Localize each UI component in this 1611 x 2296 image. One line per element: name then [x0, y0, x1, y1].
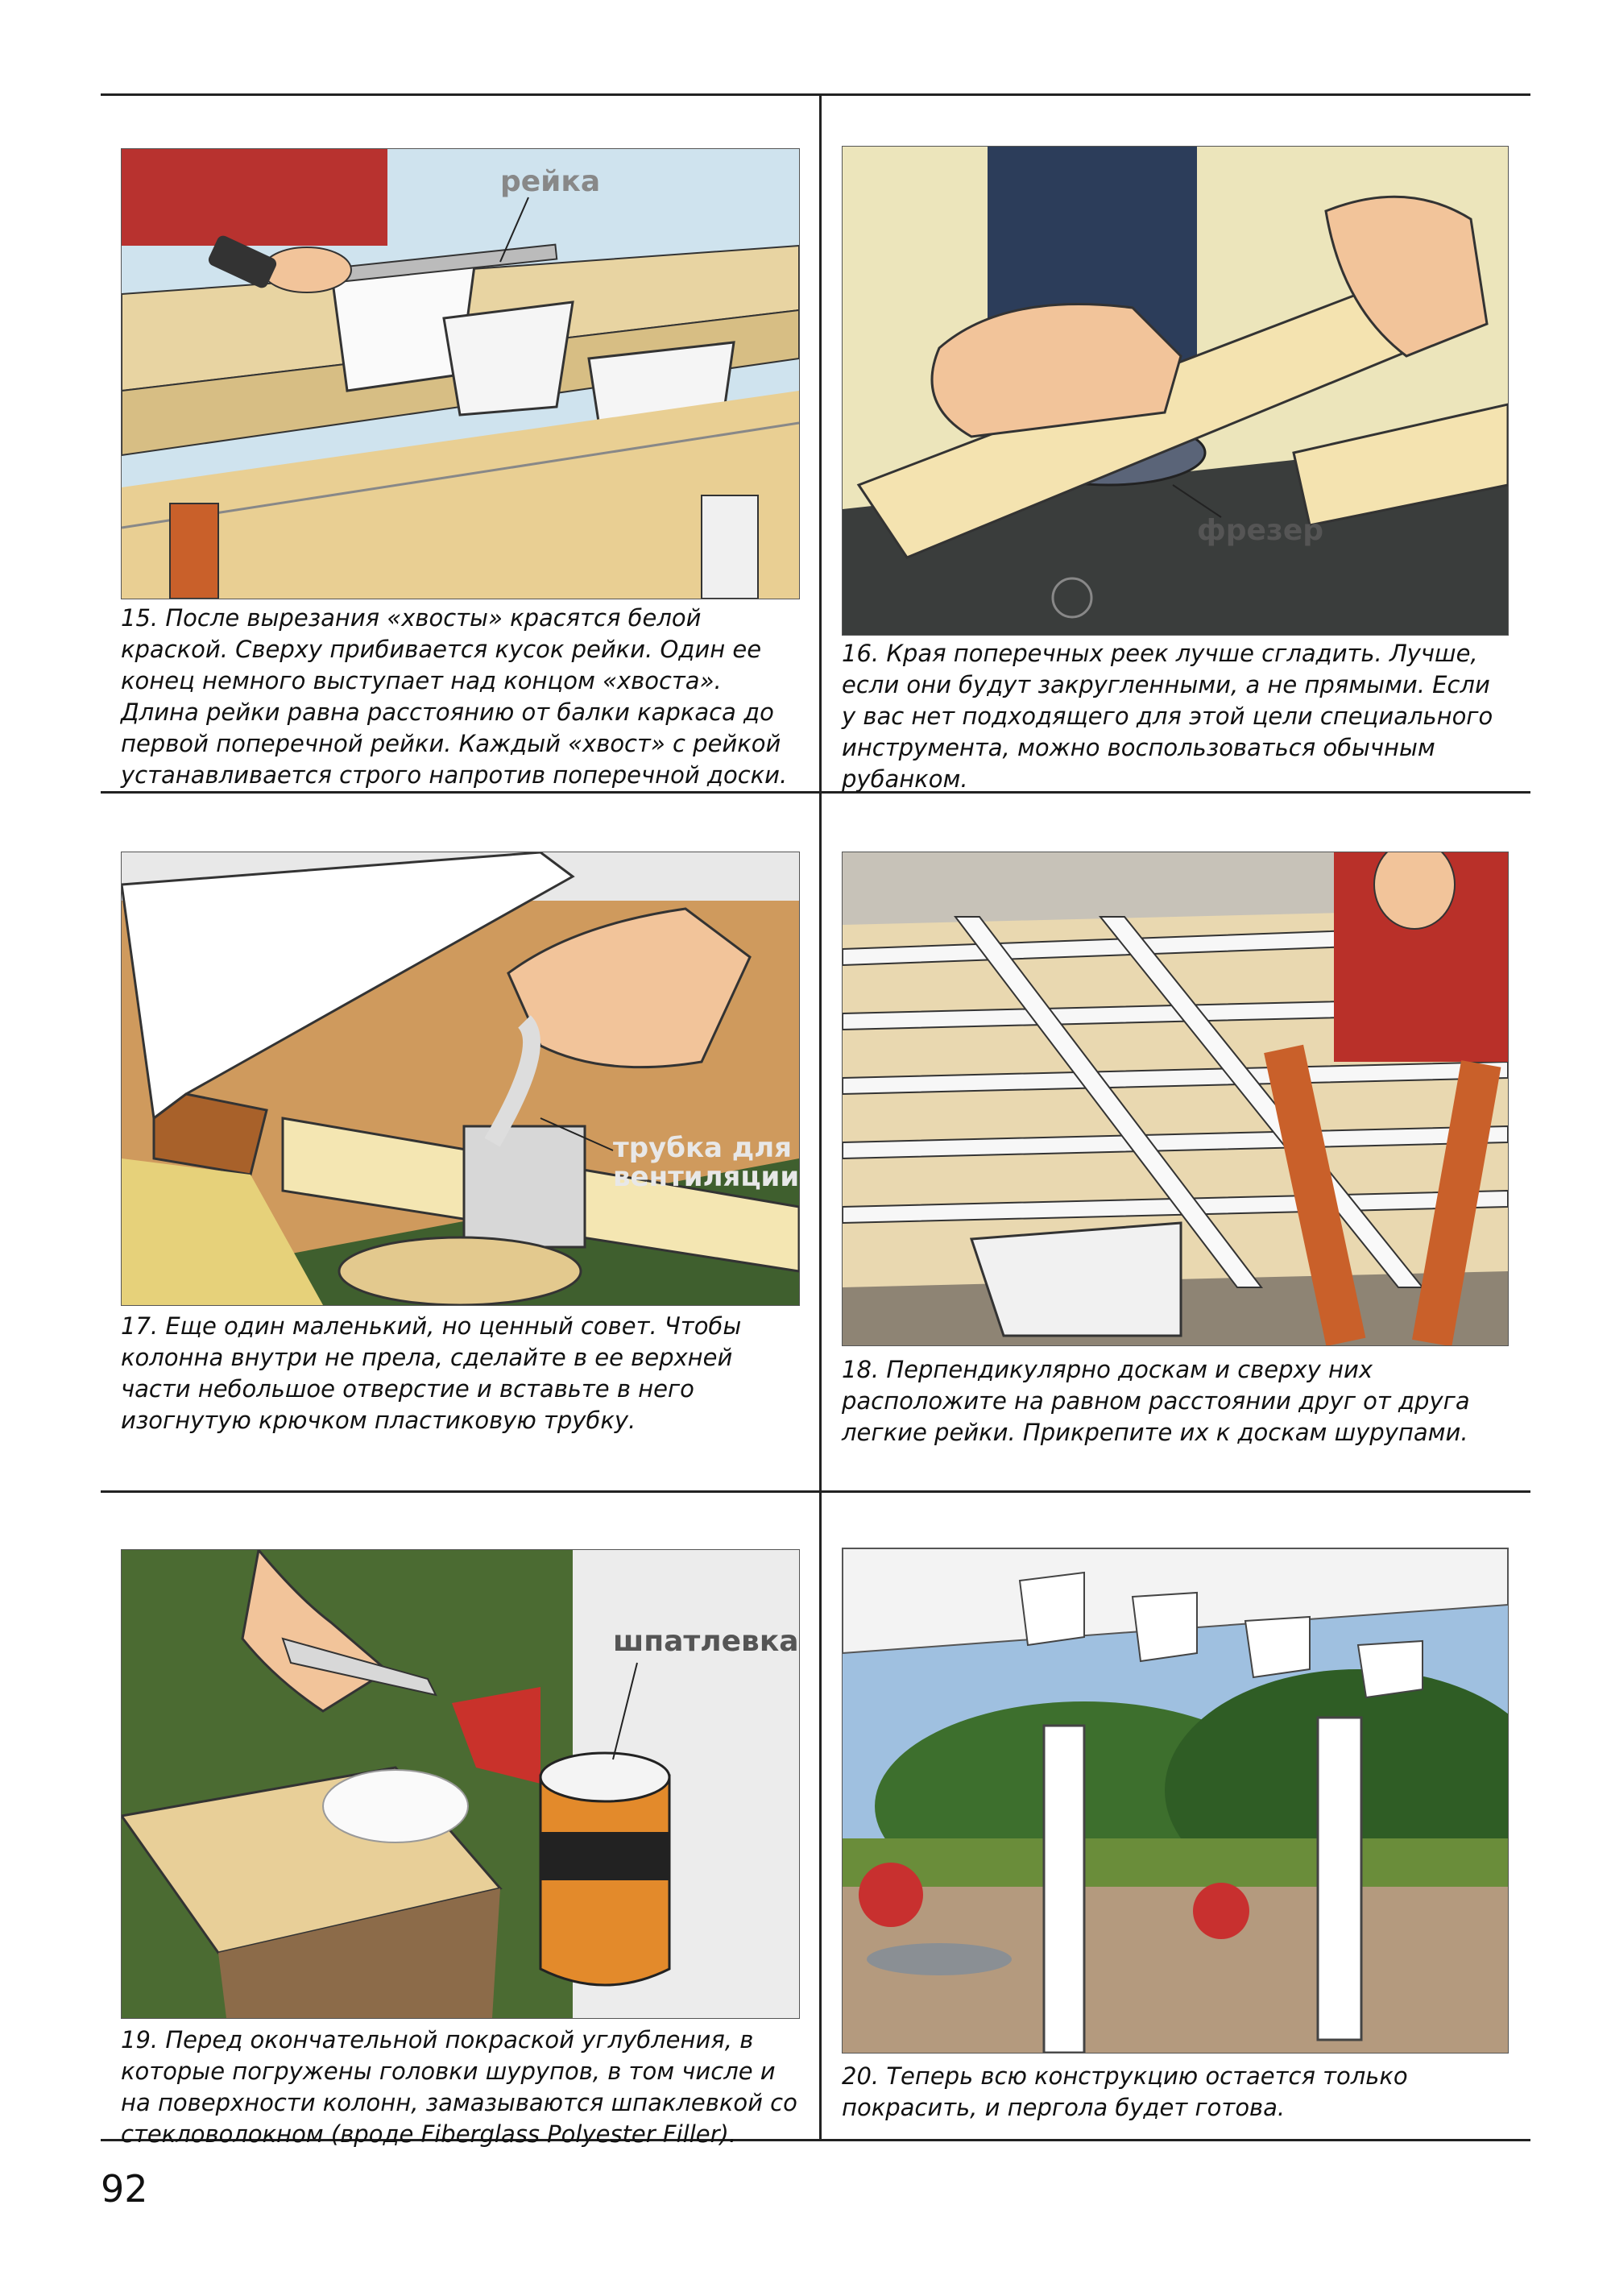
illustration-grid — [101, 93, 1530, 2148]
label-17-line1: трубка для — [613, 1132, 792, 1164]
caption-18: 18. Перпендикулярно доскам и сверху них расположите на равном расстоянии друг от друга легкие рейки. Прикрепите их к доскам шурупами. — [842, 1356, 1470, 1446]
figure-19 — [121, 1549, 800, 2019]
figure-17 — [121, 852, 800, 1306]
caption-15: 15. После вырезания «хвосты» красятся белой краской. Сверху прибивается кусок рейки. Один ее конец немного выступает над концом «хвоста». Длина рейки равна расстоянию от балки каркаса до первой поперечной рейки. Каждый «хвост» с рейкой устанавливается строго напротив поперечной доски. — [121, 604, 788, 789]
figure-20 — [842, 1548, 1509, 2054]
page-number: 92 — [101, 2167, 148, 2211]
caption-17: 17. Еще один маленький, но ценный совет. Чтобы колонна внутри не прела, сделайте в ее верхней части небольшое отверстие и вставьте в него изогнутую крючком пластиковую трубку. — [121, 1312, 742, 1434]
step-15 — [101, 93, 819, 791]
figure-16 — [842, 146, 1509, 636]
label-17-line2: вентиляции — [613, 1161, 799, 1193]
step-17 — [101, 794, 819, 1490]
figure-15 — [121, 148, 800, 599]
caption-16: 16. Края поперечных реек лучше сгладить. Лучше, если они будут закругленными, а не прямыми. Если у вас нет подходящего для этой цели специального инструмента, можно воспользоваться обычным рубанком. — [842, 640, 1493, 793]
caption-19: 19. Перед окончательной покраской углубления, в которые погружены головки шурупов, в том числе и на поверхности колонн, замазываются шпаклевкой со стекловолокном (вроде Fiberglass Polyester Filler). — [121, 2026, 797, 2148]
step-18 — [822, 794, 1530, 1490]
step-16 — [822, 93, 1530, 791]
label-15: рейка — [500, 165, 601, 198]
caption-20: 20. Теперь всю конструкцию остается только покрасить, и пергола будет готова. — [842, 2062, 1408, 2121]
step-20 — [822, 1493, 1530, 2139]
step-19 — [101, 1493, 819, 2148]
label-16: фрезер — [1197, 514, 1324, 547]
label-19: шпатлевка — [613, 1625, 799, 1658]
figure-18 — [842, 852, 1509, 1346]
